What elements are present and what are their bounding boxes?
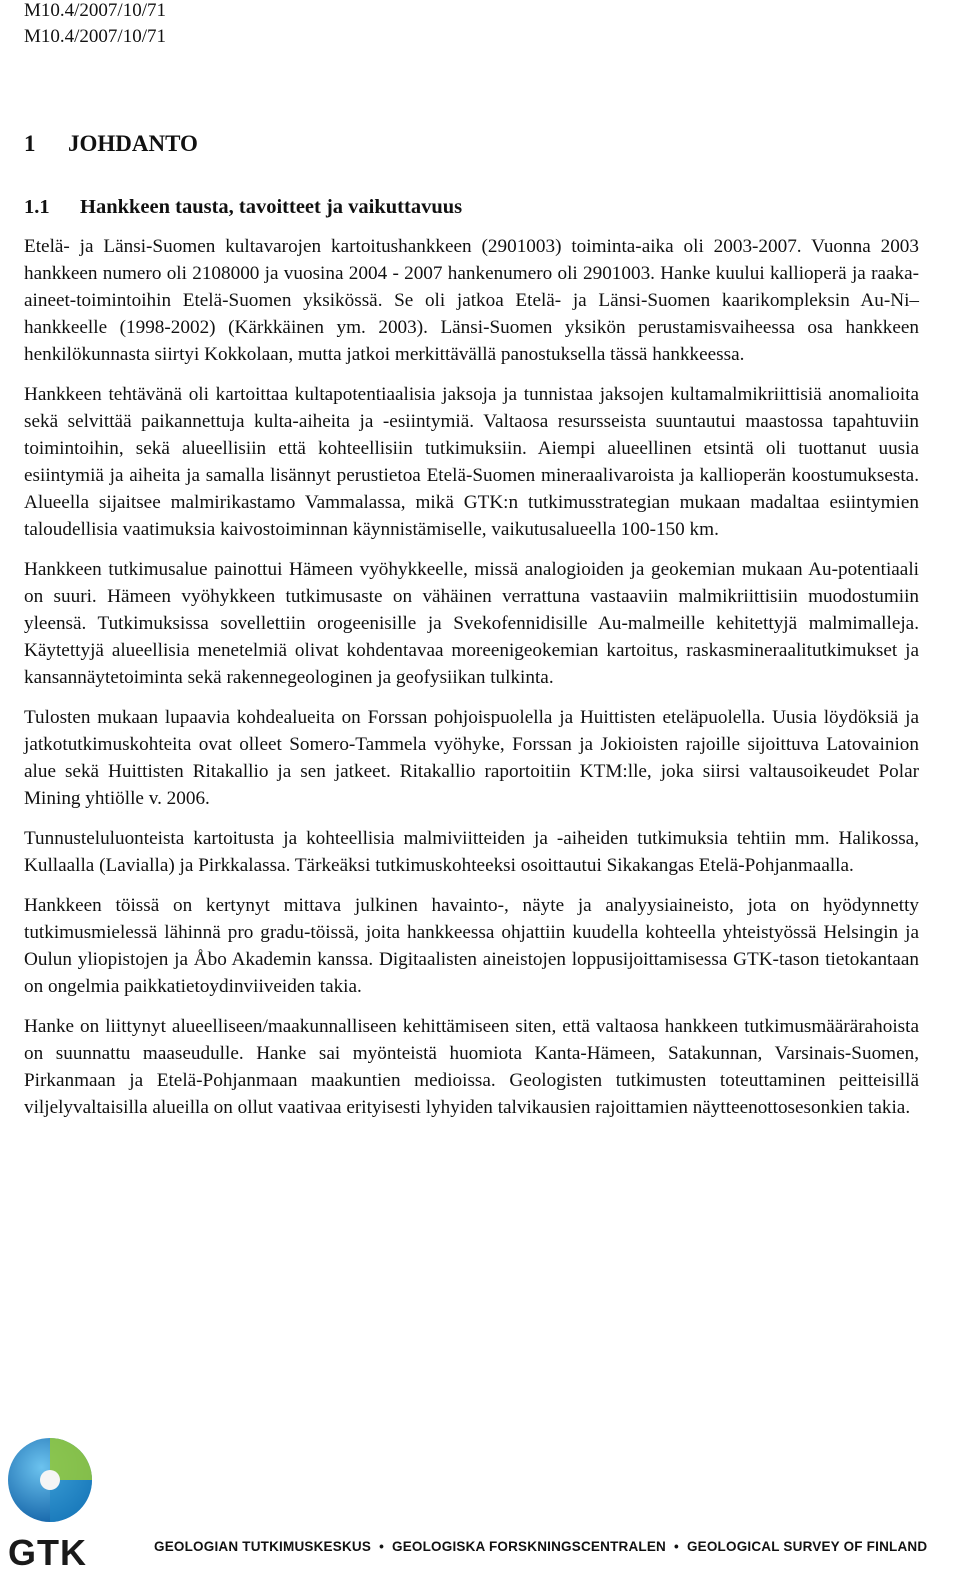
org-name-finnish: GEOLOGIAN TUTKIMUSKESKUS — [154, 1539, 372, 1554]
separator-dot: • — [674, 1539, 679, 1554]
paragraph: Hankkeen tutkimusalue painottui Hämeen vyöhykkeelle, missä analogioiden ja geokemian mukaan Au-potentiaali on suuri. Hämeen vyöhykkeen tutkimusaste on vähäinen verrattuna vastaaviin malmikriittisiin muodostumiin yleensä. Tutkimuksissa sovellettiin orogeenisille ja Svekofennidisille Au-malmeille kehitettyjä malmimalleja. Käytettyjä alueellisia menetelmiä olivat kohdentavaa moreenigeokemian kartoitus, raskasmineraalitutkimukset ja kansannäytetoiminta sekä rakennegeologinen ja geofysiikan tulkinta. — [24, 559, 919, 688]
paragraph: Tulosten mukaan lupaavia kohdealueita on Forssan pohjoispuolella ja Huittisten eteläpuolella. Uusia löydöksiä ja jatkotutkimuskohteita ovat olleet Somero-Tammela vyöhyke, Forssan ja Jokioisten rajoille sijoittuva Latovainion alue sekä Huittisten Ritakallio ja sen jatkeet. Ritakallio raportoitiin KTM:lle, joka siirsi valtausoikeudet Polar Mining yhtiölle v. 2006. — [24, 707, 919, 809]
section-heading — [24, 131, 198, 157]
paragraph: Hankkeen töissä on kertynyt mittava julkinen havainto-, näyte ja analyysiaineisto, jota on hyödynnetty tutkimusmielessä lähinnä pro gradu-töissä, joita hankkeessa ohjattiin kuudella kohteella yhteistyössä Helsingin ja Oulun yliopistojen ja Åbo Akademin kanssa. Digitaalisten aineistojen loppusijoittamisessa GTK-tason tietokantaan on ongelmia paikkatietoydinviiveiden takia. — [24, 895, 919, 997]
section-title: JOHDANTO — [68, 131, 198, 156]
paragraph: Etelä- ja Länsi-Suomen kultavarojen kartoitushankkeen (2901003) toiminta-aika oli 2003-2007. Vuonna 2003 hankkeen numero oli 2108000 ja vuosina 2004 - 2007 hankenumero oli 2901003. Hanke kuului kallioperä ja raaka-aineet-toimintoihin Etelä-Suomen yksikössä. Se oli jatkoa Etelä- ja Länsi-Suomen kaarikompleksin Au-Ni–hankkeelle (1998-2002) (Kärkkäinen ym. 2003). Länsi-Suomen yksikön perustamisvaiheessa osa hankkeen henkilökunnasta siirtyi Kokkolaan, mutta jatkoi merkittävällä panostuksella tässä hankkeessa. — [24, 236, 919, 365]
body-text — [24, 233, 919, 1134]
document-id: M10.4/2007/10/71 — [24, 0, 166, 21]
section-number: 1 — [24, 131, 36, 156]
page-footer — [0, 1430, 960, 1586]
org-name-swedish: GEOLOGISKA FORSKNINGSCENTRALEN — [392, 1539, 667, 1554]
gtk-globe-logo-icon — [6, 1434, 94, 1526]
separator-dot: • — [379, 1539, 384, 1554]
logo-wordmark: GTK — [8, 1532, 87, 1573]
globe-core — [40, 1470, 60, 1490]
subsection-number: 1.1 — [24, 196, 50, 218]
document-id-repeat: M10.4/2007/10/71 — [24, 26, 166, 47]
subsection-heading — [24, 196, 462, 219]
paragraph: Tunnusteluluonteista kartoitusta ja kohteellisia malmiviitteiden ja -aiheiden tutkimuksia tehtiin mm. Halikossa, Kullaalla (Lavialla) ja Pirkkalassa. Tärkeäksi tutkimuskohteeksi osoittautui Sikakangas Etelä-Pohjanmaalla. — [24, 828, 919, 876]
paragraph: Hankkeen tehtävänä oli kartoittaa kultapotentiaalisia jaksoja ja tunnistaa jaksojen kultamalmikriittisiä anomalioita sekä selvittää paikannettuja kulta-aiheita ja -esiintymiä. Valtaosa resursseista suuntautui maastossa tapahtuviin toimintoihin, sekä alueellisiin että kohteellisiin tutkimuksiin. Aiempi alueellinen etsintä oli tuottanut uusia esiintymiä ja aiheita ja samalla lisännyt perustietoa Etelä-Suomen mineraalivaroista ja kallioperän koostumuksesta. Alueella sijaitsee malmirikastamo Vammalassa, mikä GTK:n tutkimusstrategian mukaan madaltaa esiintymien taloudellisia vaatimuksia kaivostoiminnan käynnistämiselle, vaikutusalueella 100-150 km. — [24, 384, 919, 540]
subsection-title: Hankkeen tausta, tavoitteet ja vaikuttavuus — [80, 196, 463, 218]
org-name-english: GEOLOGICAL SURVEY OF FINLAND — [686, 1539, 928, 1554]
organization-names — [154, 1539, 927, 1554]
paragraph: Hanke on liittynyt alueelliseen/maakunnalliseen kehittämiseen siten, että valtaosa hankkeen tutkimusmäärärahoista on suunnattu maaseudulle. Hanke sai myönteistä huomiota Kanta-Hämeen, Satakunnan, Varsinais-Suomen, Pirkanmaan ja Etelä-Pohjanmaan maakuntien medioissa. Geologisten tutkimusten toteuttaminen peitteisillä viljelyvaltaisilla alueilla on ollut vaativaa erityisesti lyhyiden talvikausien rajoittamien näytteenottosesonkien takia. — [24, 1016, 919, 1118]
